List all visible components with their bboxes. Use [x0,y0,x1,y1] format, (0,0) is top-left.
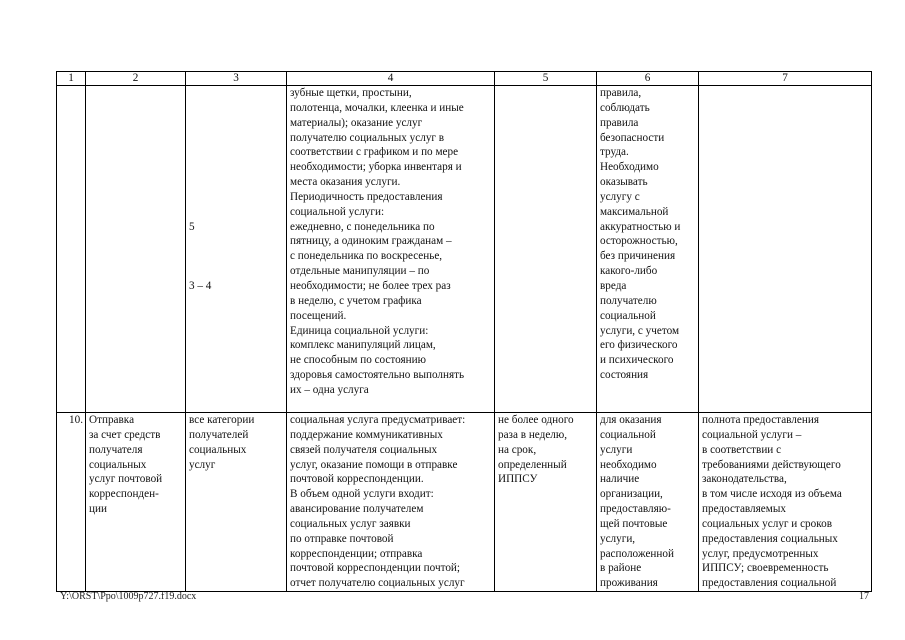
service-description-cell: социальная услуга предусматривает: поддержание коммуникативных связей получателя социальных услуг, оказание помощи в отправке почтовой корреспонденции. В объем одной услуги входит: авансирование получателем социальных услуг заявки по отправке почтовой корреспонденции; отправка почтовой корреспонденции почтой; отчет получателю социальных услуг [287,413,495,592]
quality-cell: полнота предоставления социальной услуги – в соответствии с требованиями действующего законодательства, в том числе исходя из объема предоставляемых социальных услуг и сроков предоставления социальных услуг, предусмотренных ИППСУ; своевременность предоставления социальной [699,413,872,592]
column-number-4: 4 [287,72,495,86]
conditions-cell: для оказания социальной услуги необходимо наличие организации, предоставляю- щей почтовые услуги, расположенной в районе проживания [597,413,699,592]
quality-cell [699,86,872,413]
table-row [57,413,872,592]
footer-page-number: 17 [859,591,869,602]
row-number-cell: 10. [57,413,86,592]
column-number-6: 6 [597,72,699,86]
recipients-cell: 5 3 – 4 [186,86,287,413]
table-header-row [57,72,872,86]
service-description-cell: зубные щетки, простыни, полотенца, мочалки, клеенка и иные материалы); оказание услуг получателю социальных услуг в соответствии с графиком и по мере необходимости; уборка инвентаря и места оказания услуги. Периодичность предоставления социальной услуги: ежедневно, с понедельника по пятницу, а одиноким гражданам – с понедельника по воскресенье, отдельные манипуляции – по необходимости; не более трех раз в неделю, с учетом графика посещений. Единица социальной услуги: комплекс манипуляций лицам, не способным по состоянию здоровья самостоятельно выполнять их – одна услуга [287,86,495,413]
footer-file-path: Y:\ORST\Ppo\1009p727.f19.docx [60,591,197,602]
column-number-5: 5 [495,72,597,86]
timing-cell: не более одного раза в неделю, на срок, определенный ИППСУ [495,413,597,592]
column-number-2: 2 [86,72,186,86]
column-number-7: 7 [699,72,872,86]
column-number-3: 3 [186,72,287,86]
table-row [57,86,872,413]
row-number-cell [57,86,86,413]
conditions-cell: правила, соблюдать правила безопасности труда. Необходимо оказывать услугу с максимальной аккуратностью и осторожностью, без причинения какого-либо вреда получателю социальной услуги, с учетом его физического и психического состояния [597,86,699,413]
service-name-cell: Отправка за счет средств получателя социальных услуг почтовой корреспонден- ции [86,413,186,592]
service-name-cell [86,86,186,413]
timing-cell [495,86,597,413]
services-table [56,71,872,592]
recipients-cell: все категории получателей социальных услуг [186,413,287,592]
column-number-1: 1 [57,72,86,86]
